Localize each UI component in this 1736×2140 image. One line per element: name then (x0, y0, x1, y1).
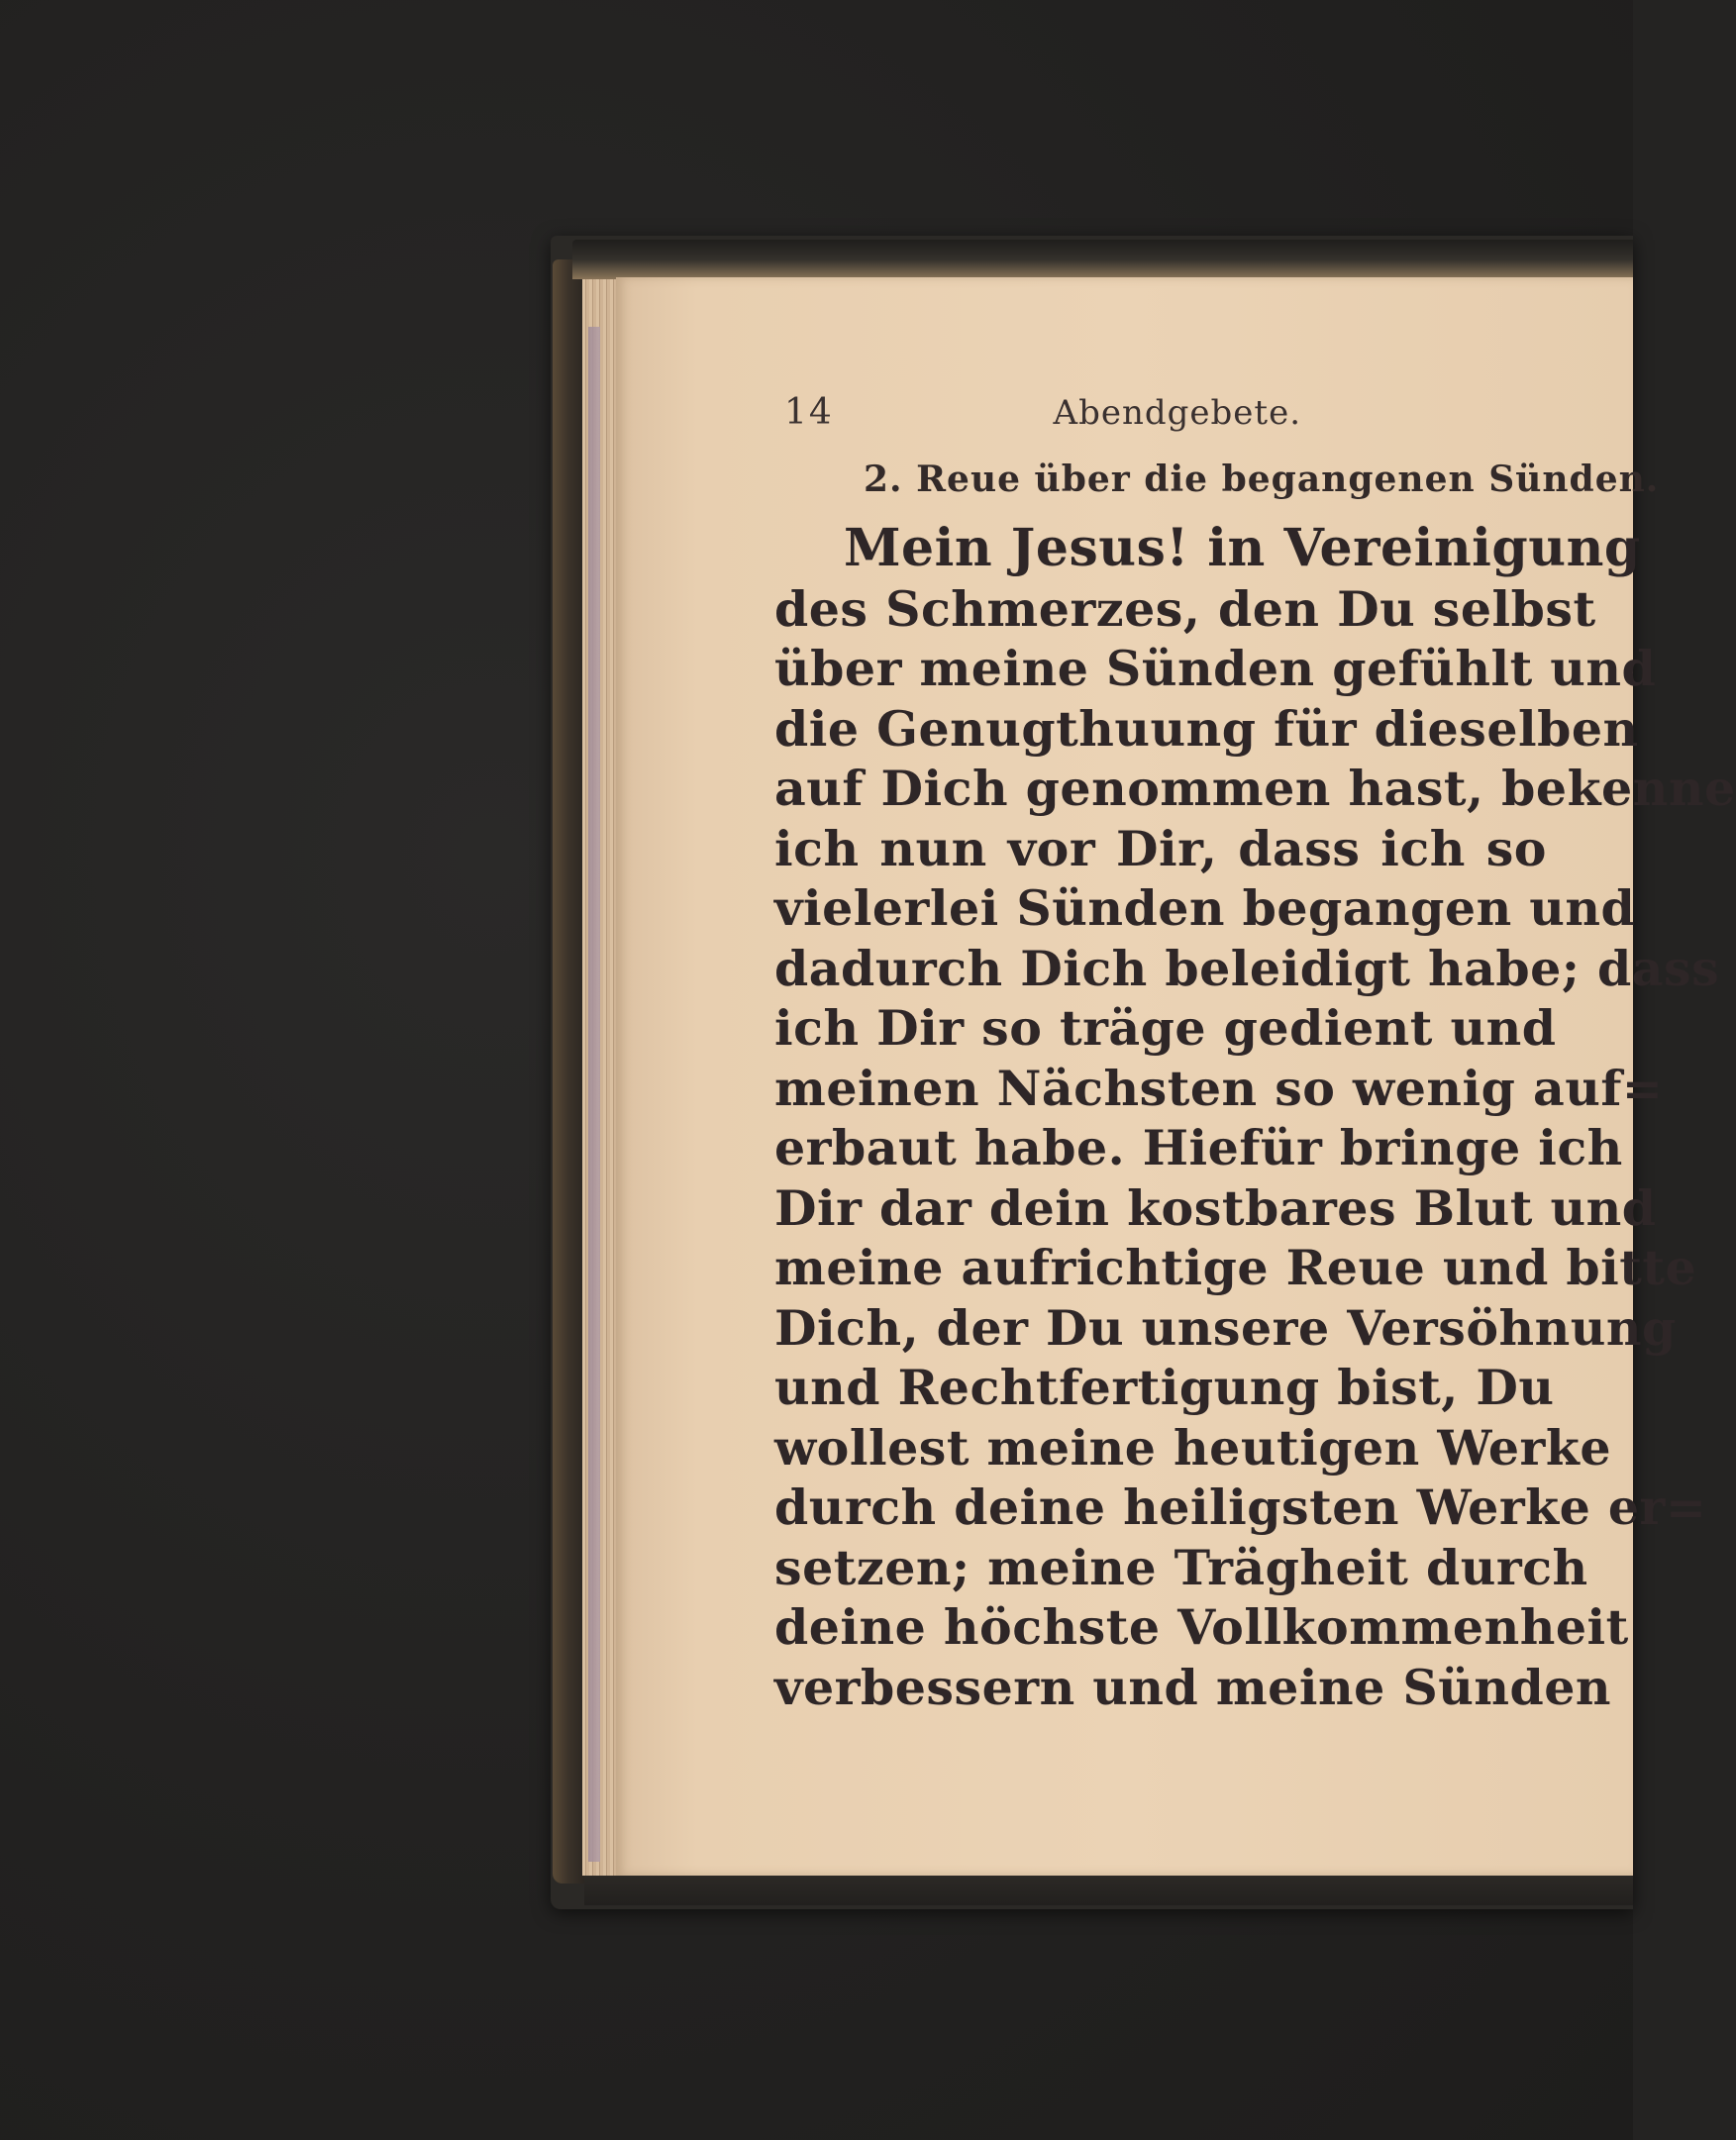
text-line: meinen Nächsten so wenig auf= (774, 1059, 1664, 1117)
cover-top-edge (572, 240, 1633, 279)
text-line: auf Dich genommen hast, bekenne (774, 760, 1736, 817)
book-page (616, 277, 1736, 1876)
text-line: setzen; meine Trägheit durch (774, 1538, 1588, 1596)
text-line: die Genugthuung für dieselben (774, 699, 1639, 758)
text-line: meine aufrichtige Reue und bitte (774, 1239, 1697, 1296)
text-line: über meine Sünden gefühlt und (774, 640, 1657, 697)
text-line: Dich, der Du unsere Versöhnung (774, 1298, 1677, 1357)
prayer-text (774, 518, 1736, 1717)
text-line: durch deine heiligsten Werke er= (774, 1478, 1707, 1536)
page-edge-tint (588, 327, 600, 1862)
text-line: verbessern und meine Sünden (774, 1658, 1612, 1716)
text-line: Dir dar dein kostbares Blut und (774, 1178, 1657, 1237)
text-line: erbaut habe. Hiefür bringe ich (774, 1119, 1623, 1176)
text-line: deine höchste Vollkommenheit (774, 1598, 1629, 1656)
text-line: ich Dir so träge gedient und (774, 999, 1557, 1057)
text-line: Mein Jesus! in Vereinigung (844, 518, 1641, 578)
section-heading: 2. Reue über die begangenen Sünden. (864, 459, 1660, 500)
text-line: vielerlei Sünden begangen und (774, 879, 1636, 937)
text-line: wollest meine heutigen Werke (774, 1418, 1611, 1477)
text-line: und Rechtfertigung bist, Du (774, 1359, 1555, 1416)
running-head (784, 386, 1301, 440)
text-line: dadurch Dich beleidigt habe; dass (774, 939, 1720, 997)
running-title: Abendgebete. (1053, 393, 1301, 433)
text-line: ich nun vor Dir, dass ich so (774, 819, 1547, 877)
text-line: des Schmerzes, den Du selbst (774, 579, 1596, 638)
page-number: 14 (784, 392, 834, 433)
